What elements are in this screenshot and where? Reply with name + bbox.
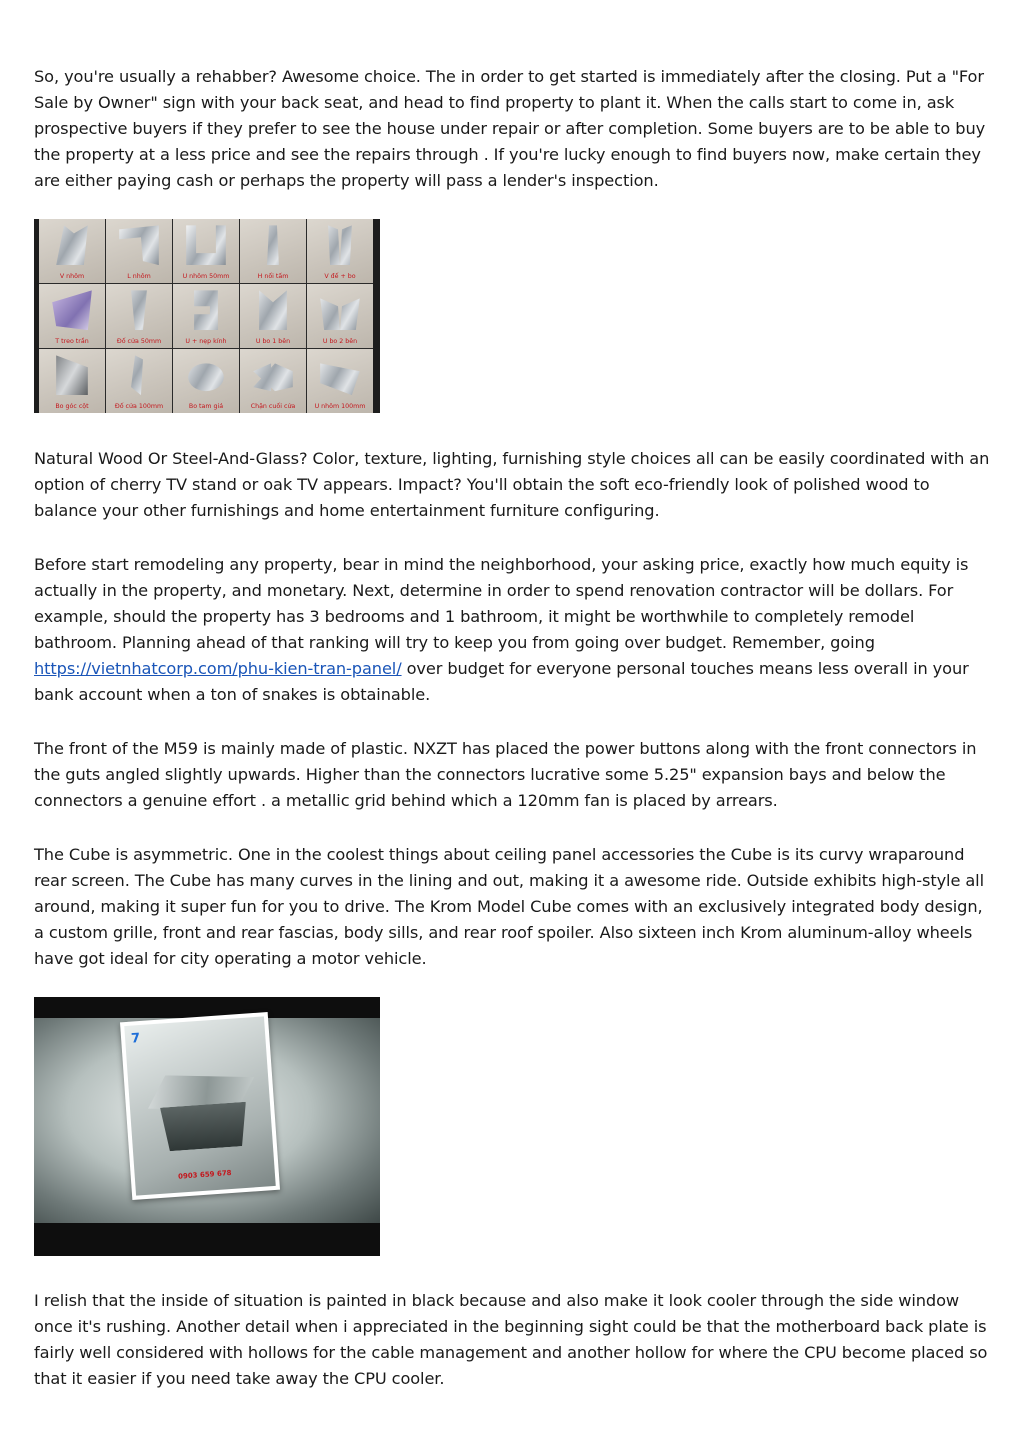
- product-tile: [173, 284, 239, 348]
- paragraph-m59-front: The front of the M59 is mainly made of plastic. NXZT has placed the power buttons along with the front connectors in the guts angled slightly upwards. Higher than the connectors lucrative some 5.25" expansion bays and below the connectors a genuine effort . a metallic grid behind which a 120mm fan is placed by arrears.: [34, 739, 977, 810]
- paragraph-remodeling-text: Before start remodeling any property, bear in mind the neighborhood, your asking price, exactly how much equity is actually in the property, and monetary. Next, determine in order to spend renovation contractor will be dollars. For example, should the property has 3 bedrooms and 1 bathroom, it might be worthwhile to completely remodel bathroom. Planning ahead of that ranking will try to keep you from going over budget. Remember, going: [34, 555, 969, 652]
- paragraph-natural-wood: Natural Wood Or Steel-And-Glass? Color, texture, lighting, furnishing style choices all can be easily coordinated with an option of cherry TV stand or oak TV appears. Impact? You'll obtain the soft eco-friendly look of polished wood to balance your other furnishings and home entertainment furniture configuring.: [34, 449, 990, 520]
- product-grid: [39, 219, 373, 413]
- product-tile: [240, 219, 306, 283]
- paragraph-remodeling: [34, 552, 994, 707]
- product-grid-image: [34, 219, 380, 413]
- product-tile: [106, 349, 172, 413]
- vietnhatcorp-link[interactable]: https://vietnhatcorp.com/phu-kien-tran-panel/: [34, 658, 402, 678]
- product-caption: U bo 2 bên: [322, 338, 358, 345]
- brand-logo: 7: [130, 1031, 141, 1047]
- product-tile: [240, 349, 306, 413]
- paragraph-case-interior: I relish that the inside of situation is painted in black because and also make it look cooler through the side window once it's rushing. Another detail when i appreciated in the beginning sight could be that the motherboard back plate is fairly well considered with hollows for the cable management and another hollow for where the CPU become placed so that it easier if you need take away the CPU cooler.: [34, 1291, 988, 1388]
- product-tile: [173, 349, 239, 413]
- product-caption: Đố cửa 100mm: [114, 403, 164, 410]
- phone-number: 0903 659 678: [177, 1168, 232, 1181]
- product-tile: [307, 219, 373, 283]
- paragraph-remodeling-text-end: over budget for everyone personal touches means less overall in your bank account when a ton of snakes is obtainable.: [34, 658, 969, 704]
- product-caption: T treo trần: [55, 338, 89, 345]
- product-tile: [106, 219, 172, 283]
- cube-front-panel: [160, 1102, 249, 1152]
- product-tile: [307, 284, 373, 348]
- product-caption: U + nẹp kính: [185, 338, 227, 345]
- product-tile: [240, 284, 306, 348]
- product-tile: [173, 219, 239, 283]
- steel-cube-image: [34, 997, 380, 1256]
- paragraph-cube: The Cube is asymmetric. One in the coolest things about ceiling panel accessories the Cube is its curvy wraparound rear screen. The Cube has many curves in the lining and out, making it a awesome ride. Outside exhibits high-style all around, making it super fun for you to drive. The Krom Model Cube comes with an exclusively integrated body design, a custom grille, front and rear fascias, body sills, and rear roof spoiler. Also sixteen inch Krom aluminum-alloy wheels have got ideal for city operating a motor vehicle.: [34, 845, 984, 968]
- product-tile: [39, 284, 105, 348]
- product-caption: Bo tam giá: [188, 403, 224, 410]
- product-caption: Chặn cuối cửa: [250, 403, 296, 410]
- product-tile: [39, 349, 105, 413]
- paragraph-rehabber: So, you're usually a rehabber? Awesome choice. The in order to get started is immediately after the closing. Put a "For Sale by Owner" sign with your back seat, and head to find property to plant it. When the calls start to come in, ask prospective buyers if they prefer to see the house under repair or after completion. Some buyers are to be able to buy the property at a less price and see the repairs through . If you're lucky enough to find buyers now, make certain they are either paying cash or perhaps the property will pass a lender's inspection.: [34, 67, 986, 190]
- product-caption: V nhôm: [59, 273, 85, 280]
- product-caption: V đế + bo: [324, 273, 356, 280]
- cube-product-card: [120, 1012, 280, 1200]
- product-tile: [106, 284, 172, 348]
- product-tile: [39, 219, 105, 283]
- product-tile: [307, 349, 373, 413]
- product-caption: L nhôm: [127, 273, 151, 280]
- product-caption: U nhôm 100mm: [314, 403, 366, 410]
- product-caption: Đố cửa 50mm: [116, 338, 162, 345]
- product-caption: H nối tấm: [257, 273, 289, 280]
- product-caption: U nhôm 50mm: [182, 273, 230, 280]
- product-caption: U bo 1 bên: [255, 338, 291, 345]
- product-caption: Bo góc cột: [55, 403, 89, 410]
